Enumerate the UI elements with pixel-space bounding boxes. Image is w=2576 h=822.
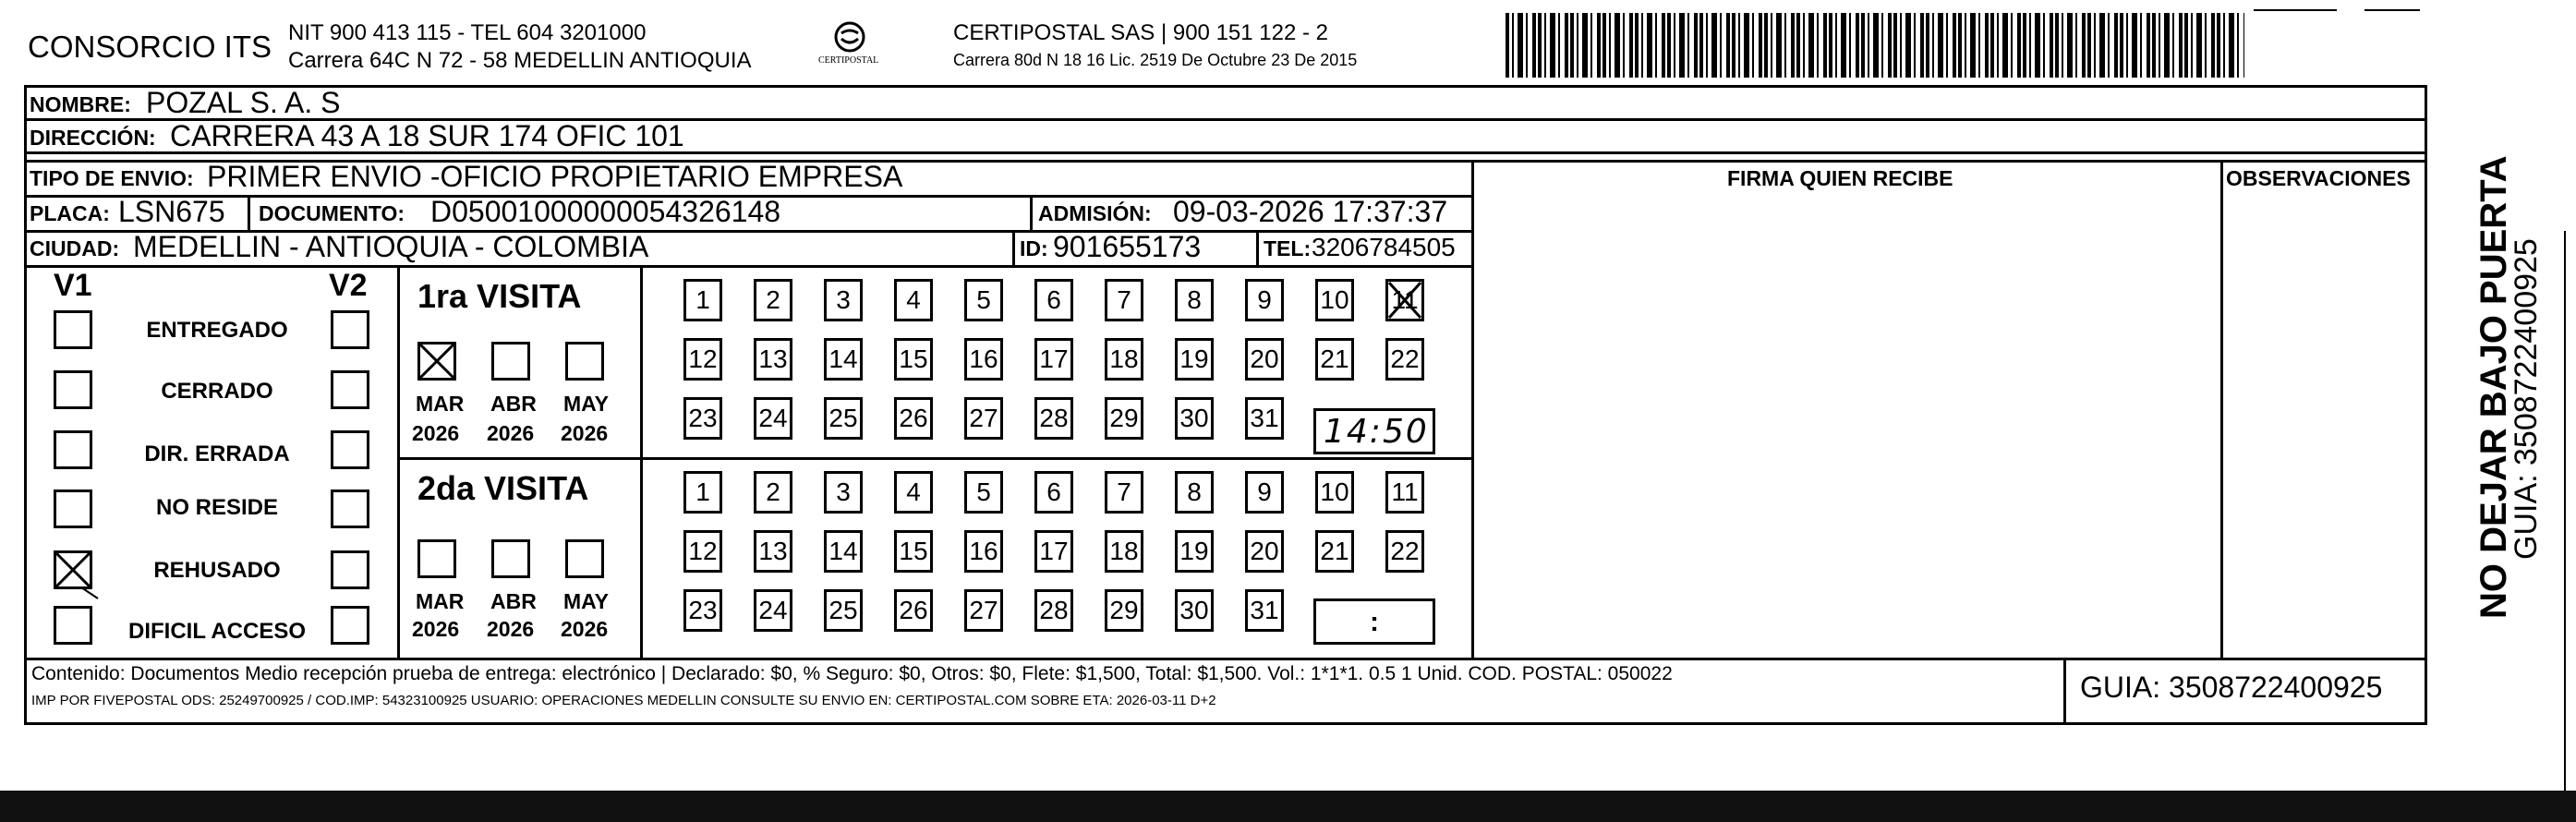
- v2-header: V2: [329, 268, 368, 303]
- second-visit-day-3-box[interactable]: [824, 471, 863, 514]
- second-visit-day-2-label: 2: [766, 477, 780, 506]
- v1-dificil-acceso-checkbox[interactable]: [54, 606, 92, 645]
- second-visit-title: 2da VISITA: [417, 469, 589, 507]
- first-visit-day-14-label: 14: [828, 345, 858, 373]
- rule: [397, 457, 1474, 460]
- second-visit-day-18-box[interactable]: [1105, 530, 1143, 573]
- second-visit-day-11-label: 11: [1391, 477, 1419, 506]
- second-visit-day-6-box[interactable]: [1034, 471, 1073, 514]
- first-visit-day-5-box[interactable]: [964, 279, 1003, 321]
- second-visit-day-20-box[interactable]: [1245, 530, 1284, 573]
- second-visit-day-4-box[interactable]: [894, 471, 933, 514]
- second-visit-day-7-box[interactable]: [1105, 471, 1143, 514]
- first-visit-day-17-box[interactable]: [1034, 338, 1073, 381]
- certipostal-logo: [813, 18, 887, 70]
- v2-dificil-acceso-checkbox[interactable]: [331, 606, 369, 645]
- second-year-may: 2026: [561, 617, 609, 641]
- first-visit-day-23-box[interactable]: [683, 397, 722, 440]
- col-divider-status: [397, 265, 400, 658]
- second-month-abr: ABR: [490, 589, 537, 613]
- first-visit-day-18-box[interactable]: [1105, 338, 1143, 381]
- second-visit-day-11-box[interactable]: [1385, 471, 1424, 514]
- second-visit-day-28-box[interactable]: [1034, 589, 1073, 632]
- first-year-abr: 2026: [487, 421, 535, 445]
- second-visit-day-13-box[interactable]: [754, 530, 792, 573]
- company-address: Carrera 64C N 72 - 58 MEDELLIN ANTIOQUIA: [288, 48, 752, 73]
- second-visit-day-10-label: 10: [1320, 477, 1349, 506]
- first-visit-day-9-box[interactable]: [1245, 279, 1284, 321]
- second-visit-day-7-label: 7: [1117, 477, 1131, 506]
- first-visit-day-30-label: 30: [1179, 404, 1209, 432]
- v1-entregado-checkbox[interactable]: [54, 310, 92, 349]
- first-visit-day-2-label: 2: [766, 285, 780, 314]
- first-visit-day-14-box[interactable]: [824, 338, 863, 381]
- documento-value: D05001000000054326148: [430, 195, 781, 228]
- second-visit-day-26-label: 26: [899, 596, 928, 624]
- first-visit-day-29-label: 29: [1109, 404, 1139, 432]
- v2-rehusado-checkbox[interactable]: [331, 550, 369, 589]
- second-visit-day-16-label: 16: [969, 537, 998, 565]
- second-visit-day-21-label: 21: [1320, 537, 1349, 565]
- company-nit: NIT 900 413 115 - TEL 604 3201000: [288, 20, 647, 45]
- second-visit-day-5-label: 5: [976, 477, 991, 506]
- first-month-mar: MAR: [416, 392, 465, 416]
- placa-label: PLACA:: [30, 201, 110, 225]
- first-visit-day-10-label: 10: [1320, 285, 1349, 314]
- second-visit-day-3-label: 3: [836, 477, 851, 506]
- tel-value: 3206784505: [1312, 233, 1456, 261]
- v1-cerrado-checkbox[interactable]: [54, 370, 92, 409]
- reason-cerrado: CERRADO: [161, 379, 273, 404]
- second-visit-day-1-box[interactable]: [683, 471, 722, 514]
- first-visit-day-23-label: 23: [688, 404, 718, 432]
- side-no-dejar: NO DEJAR BAJO PUERTA: [2473, 155, 2514, 619]
- v2-entregado-checkbox[interactable]: [331, 310, 369, 349]
- second-visit-day-8-box[interactable]: [1175, 471, 1214, 514]
- first-visit-time-box[interactable]: [1313, 408, 1435, 454]
- second-visit-day-22-box[interactable]: [1385, 530, 1424, 573]
- first-visit-day-11-box[interactable]: [1385, 279, 1424, 321]
- second-visit-day-19-label: 19: [1179, 537, 1209, 565]
- col-divider-placa: [248, 195, 250, 230]
- v1-dir-errada-checkbox[interactable]: [54, 430, 92, 469]
- footer-contents: Contenido: Documentos Medio recepción prueba de entrega: electrónico | Declarado: $0, % Seguro: $0, Otros: $0, Flete: $1,500, Total: $1,500. Vol.: 1*1*1. 0.5 1 Unid. COD. POSTAL: 050022: [31, 663, 1673, 684]
- first-visit-day-30-box[interactable]: [1175, 397, 1214, 440]
- first-visit-day-3-box[interactable]: [824, 279, 863, 321]
- second-visit-day-13-label: 13: [758, 537, 788, 565]
- direccion-label: DIRECCIÓN:: [30, 126, 156, 150]
- second-visit-may-checkbox[interactable]: [565, 539, 604, 578]
- second-visit-day-1-label: 1: [695, 477, 710, 506]
- second-year-mar: 2026: [412, 617, 460, 641]
- second-visit-day-23-box[interactable]: [683, 589, 722, 632]
- second-visit-day-9-label: 9: [1257, 477, 1272, 506]
- nombre-value: POZAL S. A. S: [146, 86, 341, 119]
- first-visit-day-8-box[interactable]: [1175, 279, 1214, 321]
- col-divider-admision: [1030, 195, 1033, 230]
- first-visit-abr-checkbox[interactable]: [491, 342, 530, 381]
- second-visit-day-6-label: 6: [1046, 477, 1061, 506]
- second-visit-day-16-box[interactable]: [964, 530, 1003, 573]
- second-visit-day-20-label: 20: [1250, 537, 1279, 565]
- id-value: 901655173: [1053, 230, 1202, 263]
- second-visit-day-12-box[interactable]: [683, 530, 722, 573]
- reason-rehusado: REHUSADO: [153, 558, 281, 583]
- tel-label: TEL:: [1264, 236, 1312, 260]
- second-visit-day-31-label: 31: [1250, 596, 1279, 624]
- first-visit-day-15-label: 15: [899, 345, 928, 373]
- v2-no-reside-checkbox[interactable]: [331, 490, 369, 528]
- second-visit-day-31-box[interactable]: [1245, 589, 1284, 632]
- second-visit-day-21-box[interactable]: [1315, 530, 1354, 573]
- first-visit-day-21-label: 21: [1320, 345, 1349, 373]
- footer-print-info: IMP POR FIVEPOSTAL ODS: 25249700925 / COD.IMP: 54323100925 USUARIO: OPERACIONES MEDELLIN CONSULTE SU ENVIO EN: CERTIPOSTAL.COM SOBRE ETA: 2026-03-11 D+2: [31, 693, 1216, 708]
- documento-label: DOCUMENTO:: [259, 201, 405, 225]
- first-visit-day-7-box[interactable]: [1105, 279, 1143, 321]
- first-month-abr: ABR: [490, 392, 537, 416]
- first-visit-day-17-label: 17: [1039, 345, 1069, 373]
- second-year-abr: 2026: [487, 617, 535, 641]
- cross-mark-icon: [1385, 279, 1424, 321]
- second-visit-day-4-label: 4: [906, 477, 921, 506]
- first-visit-day-3-label: 3: [836, 285, 851, 314]
- first-visit-day-20-box[interactable]: [1245, 338, 1284, 381]
- first-visit-day-15-box[interactable]: [894, 338, 933, 381]
- first-visit-day-24-box[interactable]: [754, 397, 792, 440]
- second-visit-abr-checkbox[interactable]: [491, 539, 530, 578]
- company-name: CONSORCIO ITS: [28, 30, 272, 64]
- second-visit-day-22-label: 22: [1390, 537, 1420, 565]
- first-visit-day-1-label: 1: [695, 285, 710, 314]
- col-divider-firma: [1471, 160, 1474, 658]
- first-visit-day-7-label: 7: [1117, 285, 1131, 314]
- first-year-may: 2026: [561, 421, 609, 445]
- cross-mark-icon: [54, 550, 92, 589]
- right-edge-mark: [2564, 231, 2566, 822]
- first-visit-day-12-box[interactable]: [683, 338, 722, 381]
- second-visit-day-17-label: 17: [1039, 537, 1069, 565]
- second-visit-day-9-box[interactable]: [1245, 471, 1284, 514]
- first-visit-day-16-label: 16: [969, 345, 998, 373]
- first-year-mar: 2026: [412, 421, 460, 445]
- first-visit-day-26-box[interactable]: [894, 397, 933, 440]
- admision-value: 09-03-2026 17:37:37: [1173, 195, 1448, 228]
- first-visit-day-27-box[interactable]: [964, 397, 1003, 440]
- col-divider-id: [1012, 230, 1015, 265]
- second-visit-day-2-box[interactable]: [754, 471, 792, 514]
- first-visit-day-24-label: 24: [758, 404, 788, 432]
- first-visit-day-20-label: 20: [1250, 345, 1279, 373]
- first-visit-mar-checkbox[interactable]: [417, 342, 456, 381]
- first-visit-day-10-box[interactable]: [1315, 279, 1354, 321]
- admision-label: ADMISIÓN:: [1038, 201, 1152, 225]
- ciudad-value: MEDELLIN - ANTIOQUIA - COLOMBIA: [133, 230, 649, 263]
- bottom-band: [0, 791, 2576, 822]
- first-visit-title: 1ra VISITA: [417, 277, 582, 315]
- footer-guia: GUIA: 3508722400925: [2080, 671, 2383, 704]
- col-divider-visits: [640, 265, 643, 658]
- first-visit-day-18-label: 18: [1109, 345, 1139, 373]
- col-divider-obs: [2220, 160, 2223, 658]
- first-visit-time: 14:50: [1324, 413, 1429, 451]
- rule: [24, 658, 2427, 660]
- barcode: [1506, 13, 2244, 78]
- second-visit-day-28-label: 28: [1039, 596, 1069, 624]
- v2-cerrado-checkbox[interactable]: [331, 370, 369, 409]
- second-visit-mar-checkbox[interactable]: [417, 539, 456, 578]
- barcode-top-line: [2254, 9, 2337, 11]
- second-visit-day-30-label: 30: [1179, 596, 1209, 624]
- second-visit-day-29-label: 29: [1109, 596, 1139, 624]
- first-visit-day-6-label: 6: [1046, 285, 1061, 314]
- first-visit-day-2-box[interactable]: [754, 279, 792, 321]
- second-visit-time-box[interactable]: [1313, 598, 1435, 645]
- v1-header: V1: [54, 268, 92, 303]
- cross-mark-icon: [417, 342, 456, 381]
- first-visit-day-5-label: 5: [976, 285, 991, 314]
- side-guia: GUIA: 3508722400925: [2509, 238, 2544, 560]
- first-visit-day-11-label: 11: [1391, 285, 1419, 314]
- certipostal-info: CERTIPOSTAL SAS | 900 151 122 - 2: [953, 20, 1328, 45]
- second-visit-day-8-label: 8: [1187, 477, 1202, 506]
- tipo-envio-label: TIPO DE ENVIO:: [30, 166, 194, 190]
- tipo-envio-value: PRIMER ENVIO -OFICIO PROPIETARIO EMPRESA: [207, 160, 903, 193]
- second-visit-day-12-label: 12: [688, 537, 718, 565]
- second-visit-day-14-box[interactable]: [824, 530, 863, 573]
- first-visit-day-28-label: 28: [1039, 404, 1069, 432]
- first-visit-day-6-box[interactable]: [1034, 279, 1073, 321]
- side-notice: [2431, 85, 2544, 725]
- second-visit-day-18-label: 18: [1109, 537, 1139, 565]
- second-visit-day-15-label: 15: [899, 537, 928, 565]
- second-month-may: MAY: [563, 589, 609, 613]
- reason-no-reside: NO RESIDE: [155, 495, 279, 520]
- observaciones-header: OBSERVACIONES: [2226, 166, 2411, 190]
- second-month-mar: MAR: [416, 589, 465, 613]
- second-visit-day-26-box[interactable]: [894, 589, 933, 632]
- firma-header: FIRMA QUIEN RECIBE: [1727, 166, 1953, 190]
- reason-entregado: ENTREGADO: [146, 318, 288, 343]
- first-visit-day-4-box[interactable]: [894, 279, 933, 321]
- first-visit-day-19-box[interactable]: [1175, 338, 1214, 381]
- second-visit-day-15-box[interactable]: [894, 530, 933, 573]
- first-visit-day-25-label: 25: [828, 404, 858, 432]
- v2-dir-errada-checkbox[interactable]: [331, 430, 369, 469]
- second-visit-day-19-box[interactable]: [1175, 530, 1214, 573]
- reason-dificil-acceso: DIFICIL ACCESO: [127, 619, 306, 644]
- barcode-top-line-2: [2364, 9, 2420, 11]
- first-visit-day-21-box[interactable]: [1315, 338, 1354, 381]
- first-visit-day-26-label: 26: [899, 404, 928, 432]
- second-visit-day-10-box[interactable]: [1315, 471, 1354, 514]
- second-visit-day-24-label: 24: [758, 596, 788, 624]
- first-visit-day-22-label: 22: [1390, 345, 1420, 373]
- reason-dir-errada: DIR. ERRADA: [144, 441, 290, 466]
- nombre-label: NOMBRE:: [30, 92, 131, 116]
- first-visit-day-13-box[interactable]: [754, 338, 792, 381]
- second-visit-day-24-box[interactable]: [754, 589, 792, 632]
- second-visit-day-29-box[interactable]: [1105, 589, 1143, 632]
- certipostal-license: Carrera 80d N 18 16 Lic. 2519 De Octubre 23 De 2015: [953, 51, 1358, 69]
- first-visit-day-28-box[interactable]: [1034, 397, 1073, 440]
- first-visit-day-31-label: 31: [1250, 404, 1279, 432]
- second-visit-day-17-box[interactable]: [1034, 530, 1073, 573]
- second-visit-day-30-box[interactable]: [1175, 589, 1214, 632]
- second-visit-day-27-label: 27: [969, 596, 998, 624]
- second-visit-day-23-label: 23: [688, 596, 718, 624]
- first-visit-day-16-box[interactable]: [964, 338, 1003, 381]
- first-visit-day-27-label: 27: [969, 404, 998, 432]
- second-visit-day-25-box[interactable]: [824, 589, 863, 632]
- first-visit-day-31-box[interactable]: [1245, 397, 1284, 440]
- first-visit-day-22-box[interactable]: [1385, 338, 1424, 381]
- first-visit-day-25-box[interactable]: [824, 397, 863, 440]
- direccion-value: CARRERA 43 A 18 SUR 174 OFIC 101: [170, 119, 684, 152]
- placa-value: LSN675: [118, 195, 225, 228]
- col-divider-tel: [1256, 230, 1259, 265]
- second-visit-day-27-box[interactable]: [964, 589, 1003, 632]
- second-visit-day-14-label: 14: [828, 537, 858, 565]
- first-visit-day-12-label: 12: [688, 345, 718, 373]
- second-visit-day-5-box[interactable]: [964, 471, 1003, 514]
- col-divider-guia: [2063, 658, 2066, 725]
- first-visit-day-8-label: 8: [1187, 285, 1202, 314]
- first-visit-day-29-box[interactable]: [1105, 397, 1143, 440]
- first-month-may: MAY: [563, 392, 609, 416]
- first-visit-may-checkbox[interactable]: [565, 342, 604, 381]
- second-visit-day-25-label: 25: [828, 596, 858, 624]
- first-visit-day-19-label: 19: [1179, 345, 1209, 373]
- id-label: ID:: [1020, 236, 1048, 260]
- first-visit-day-13-label: 13: [758, 345, 788, 373]
- logo-text: CERTIPOSTAL: [818, 55, 879, 66]
- v1-no-reside-checkbox[interactable]: [54, 490, 92, 528]
- second-visit-time: :: [1370, 607, 1379, 637]
- v1-rehusado-checkbox[interactable]: [54, 550, 92, 589]
- ciudad-label: CIUDAD:: [30, 236, 120, 260]
- rule: [24, 265, 1474, 268]
- first-visit-day-9-label: 9: [1257, 285, 1272, 314]
- first-visit-day-1-box[interactable]: [683, 279, 722, 321]
- first-visit-day-4-label: 4: [906, 285, 921, 314]
